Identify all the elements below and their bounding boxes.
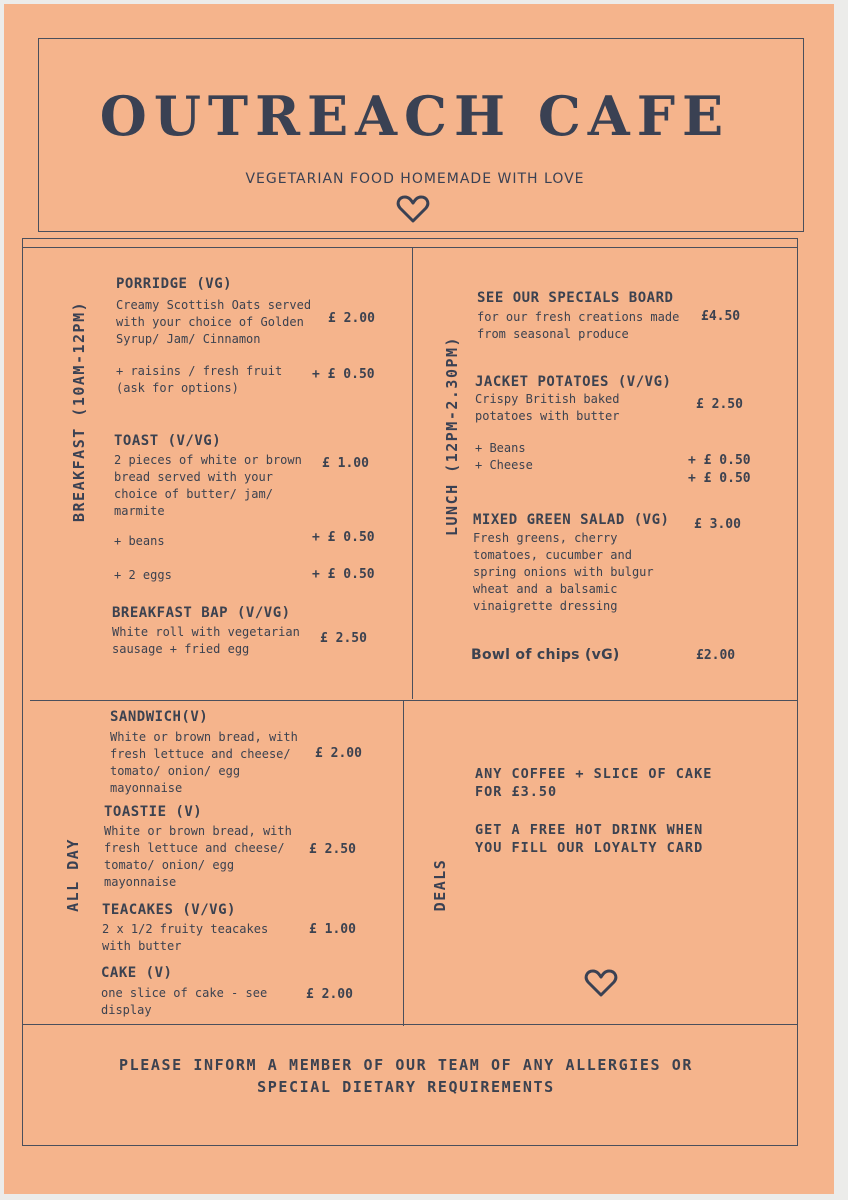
jacket-description: Crispy British baked potatoes with butter — [475, 392, 620, 423]
toast-extra-beans: + beans — [114, 534, 165, 548]
salad-title: MIXED GREEN SALAD (VG) — [473, 512, 670, 528]
cafe-title: OUTREACH CAFE — [99, 84, 731, 148]
bap-description: White roll with vegetarian sausage + fried egg — [112, 625, 300, 656]
allergy-notice: PLEASE INFORM A MEMBER OF OUR TEAM OF ANY ALLERGIES OR SPECIAL DIETARY REQUIREMENTS — [118, 1056, 694, 1096]
jacket-extras: + Beans + Cheese — [475, 441, 533, 472]
column-divider-bottom — [403, 700, 404, 1026]
porridge-extra-price: + £ 0.50 — [312, 367, 375, 382]
deal-loyalty-card: GET A FREE HOT DRINK WHEN YOU FILL OUR LOYALTY CARD — [475, 822, 704, 856]
breakfast-section-label: BREAKFAST (10AM-12PM) — [70, 300, 88, 522]
toastie-description: White or brown bread, with fresh lettuce and cheese/ tomato/ onion/ egg mayonnaise — [104, 824, 292, 889]
teacakes-title: TEACAKES (V/VG) — [102, 902, 236, 918]
specials-description: for our fresh creations made from seasonal produce — [477, 310, 680, 341]
toast-description: 2 pieces of white or brown bread served with your choice of butter/ jam/ marmite — [114, 453, 302, 518]
sandwich-description: White or brown bread, with fresh lettuce and cheese/ tomato/ onion/ egg mayonnaise — [110, 730, 298, 795]
deal-coffee-cake: ANY COFFEE + SLICE OF CAKE FOR £3.50 — [475, 766, 713, 800]
deals-section-label: DEALS — [431, 858, 449, 912]
toast-title: TOAST (V/VG) — [114, 433, 222, 449]
row-divider — [22, 247, 798, 248]
all-day-section-label: ALL DAY — [64, 838, 82, 912]
toast-extra-eggs-price: + £ 0.50 — [312, 567, 375, 582]
salad-description: Fresh greens, cherry tomatoes, cucumber and spring onions with bulgur wheat and a balsamic vinaigrette dressing — [473, 531, 654, 613]
jacket-extra-beans-price: + £ 0.50 — [688, 453, 751, 468]
teacakes-price: £ 1.00 — [309, 922, 356, 937]
porridge-description: Creamy Scottish Oats served with your choice of Golden Syrup/ Jam/ Cinnamon — [116, 298, 312, 346]
specials-price: £4.50 — [701, 309, 741, 324]
row-divider-middle — [30, 700, 798, 701]
column-divider-top — [412, 247, 413, 699]
jacket-title: JACKET POTATOES (V/VG) — [475, 374, 672, 390]
salad-price: £ 3.00 — [694, 517, 741, 532]
cafe-subtitle: VEGETARIAN FOOD HOMEMADE WITH LOVE — [245, 171, 585, 187]
sandwich-price: £ 2.00 — [315, 746, 362, 761]
porridge-title: PORRIDGE (VG) — [116, 276, 233, 292]
toast-extra-eggs: + 2 eggs — [114, 568, 172, 582]
toastie-price: £ 2.50 — [309, 842, 356, 857]
porridge-price: £ 2.00 — [328, 311, 375, 326]
jacket-price: £ 2.50 — [696, 397, 743, 412]
jacket-extra-cheese-price: + £ 0.50 — [688, 471, 751, 486]
toast-price: £ 1.00 — [322, 456, 369, 471]
bap-price: £ 2.50 — [320, 631, 367, 646]
heart-icon-deals — [584, 969, 618, 999]
cake-description: one slice of cake - see display — [101, 986, 268, 1017]
cake-price: £ 2.00 — [306, 987, 353, 1002]
sandwich-title: SANDWICH(V) — [110, 709, 209, 725]
teacakes-description: 2 x 1/2 fruity teacakes with butter — [102, 922, 269, 953]
porridge-extra: + raisins / fresh fruit (ask for options) — [116, 364, 283, 395]
chips-title: Bowl of chips (vG) — [471, 647, 620, 663]
cake-title: CAKE (V) — [101, 965, 173, 981]
chips-price: £2.00 — [696, 648, 736, 663]
toastie-title: TOASTIE (V) — [104, 804, 203, 820]
bap-title: BREAKFAST BAP (V/VG) — [112, 605, 291, 621]
lunch-section-label: LUNCH (12PM-2.30PM) — [443, 335, 461, 536]
heart-icon — [396, 195, 430, 225]
toast-extra-beans-price: + £ 0.50 — [312, 530, 375, 545]
row-divider-footer — [22, 1024, 798, 1025]
specials-title: SEE OUR SPECIALS BOARD — [477, 290, 674, 306]
